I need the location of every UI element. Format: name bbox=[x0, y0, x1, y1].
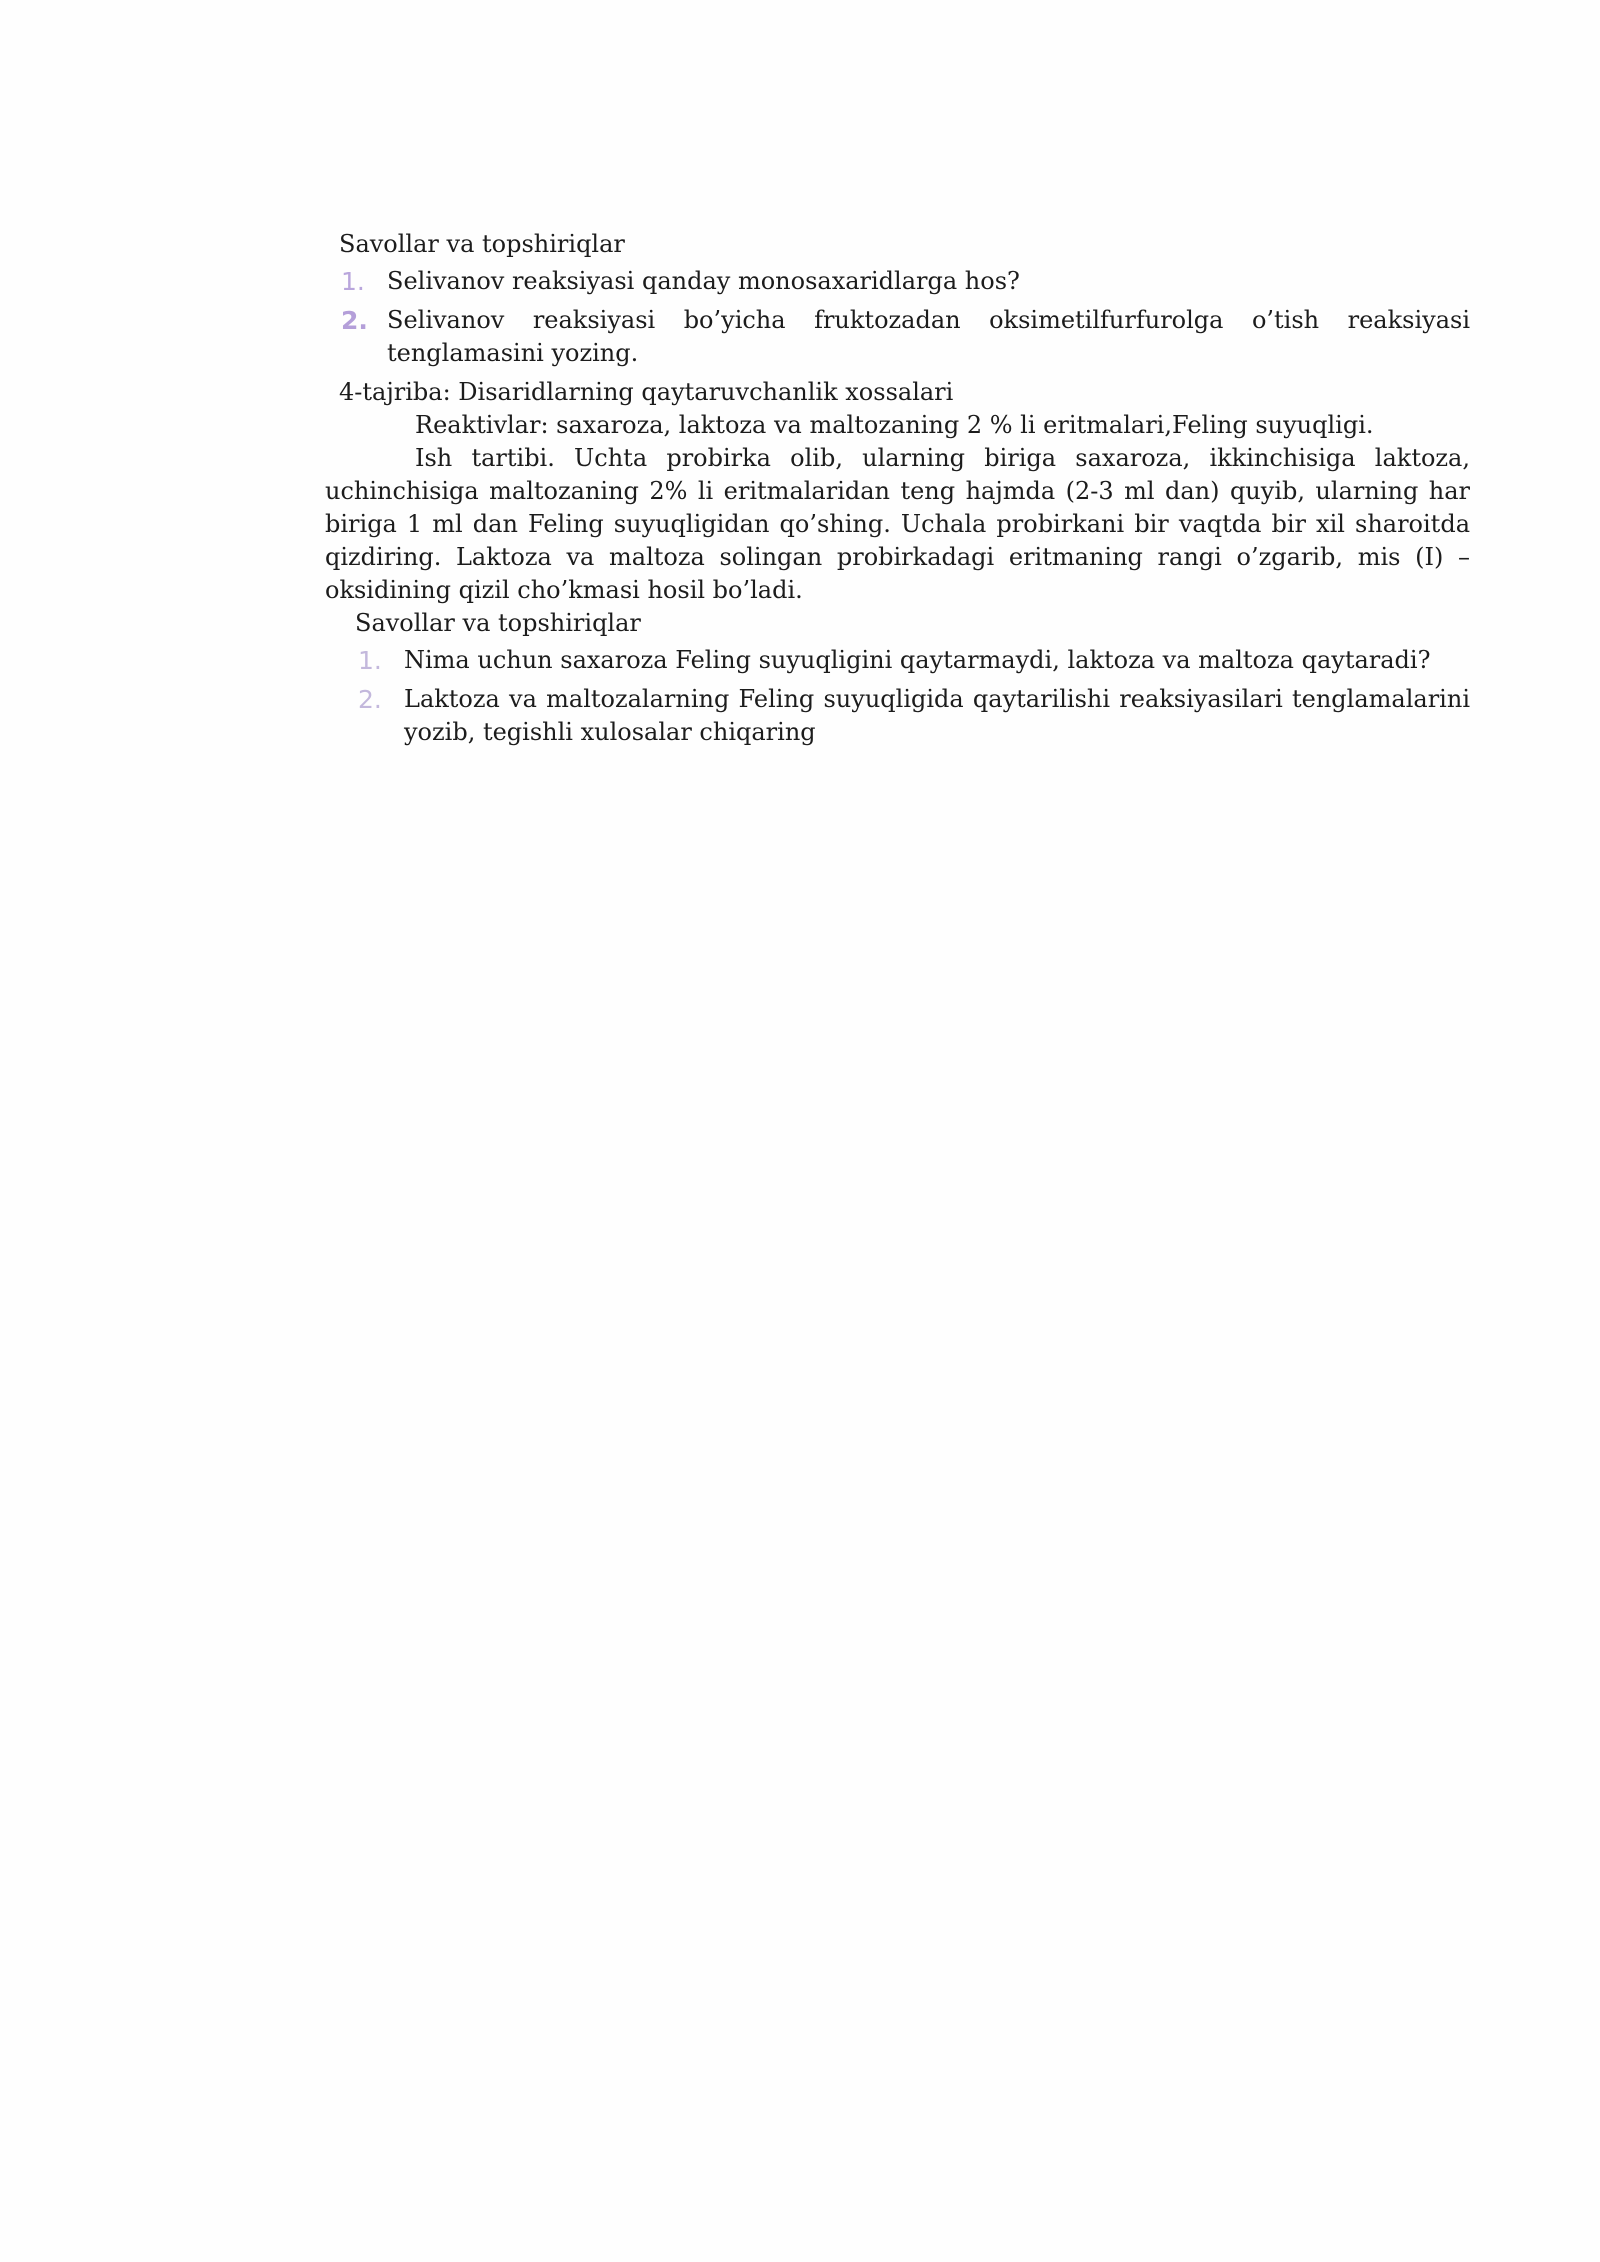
list-item bbox=[325, 265, 1470, 298]
question-text: Selivanov reaksiyasi bo’yicha fruktozadan oksimetilfurfurolga o’tish reaksiyasi tenglamasini yozing. bbox=[387, 306, 1470, 367]
list-item bbox=[325, 644, 1470, 677]
questions-heading-1: Savollar va topshiriqlar bbox=[339, 230, 625, 258]
question-text: Nima uchun saxaroza Feling suyuqligini qaytarmaydi, laktoza va maltoza qaytaradi? bbox=[404, 646, 1431, 674]
question-list-2 bbox=[325, 644, 1470, 749]
question-text: Selivanov reaksiyasi qanday monosaxaridlarga hos? bbox=[387, 267, 1020, 295]
experiment-title: 4-tajriba: Disaridlarning qaytaruvchanlik xossalari bbox=[339, 378, 954, 406]
document-content bbox=[325, 228, 1470, 755]
question-list-1 bbox=[325, 265, 1470, 370]
list-number: 2. bbox=[341, 306, 368, 335]
list-number: 1. bbox=[358, 646, 382, 675]
list-item bbox=[325, 304, 1470, 370]
procedure-text: Ish tartibi. Uchta probirka olib, ularning biriga saxaroza, ikkinchisiga laktoza, uchinchisiga maltozaning 2% li eritmalaridan teng hajmda (2-3 ml dan) quyib, ularning har biriga 1 ml dan Feling suyuqligidan qo’shing. Uchala probirkani bir vaqtda bir xil sharoitda qizdiring. Laktoza va maltoza solingan probirkadagi eritmaning rangi o’zgarib, mis (I) – oksidining qizil cho’kmasi hosil bo’ladi. bbox=[325, 444, 1470, 604]
questions-heading-2: Savollar va topshiriqlar bbox=[355, 609, 641, 637]
list-item bbox=[325, 683, 1470, 749]
question-text: Laktoza va maltozalarning Feling suyuqligida qaytarilishi reaksiyasilari tenglamalarini yozib, tegishli xulosalar chiqaring bbox=[404, 685, 1470, 746]
reagents-text: Reaktivlar: saxaroza, laktoza va maltozaning 2 % li eritmalari,Feling suyuqligi. bbox=[415, 411, 1374, 439]
list-number: 1. bbox=[341, 267, 365, 296]
list-number: 2. bbox=[358, 685, 382, 714]
